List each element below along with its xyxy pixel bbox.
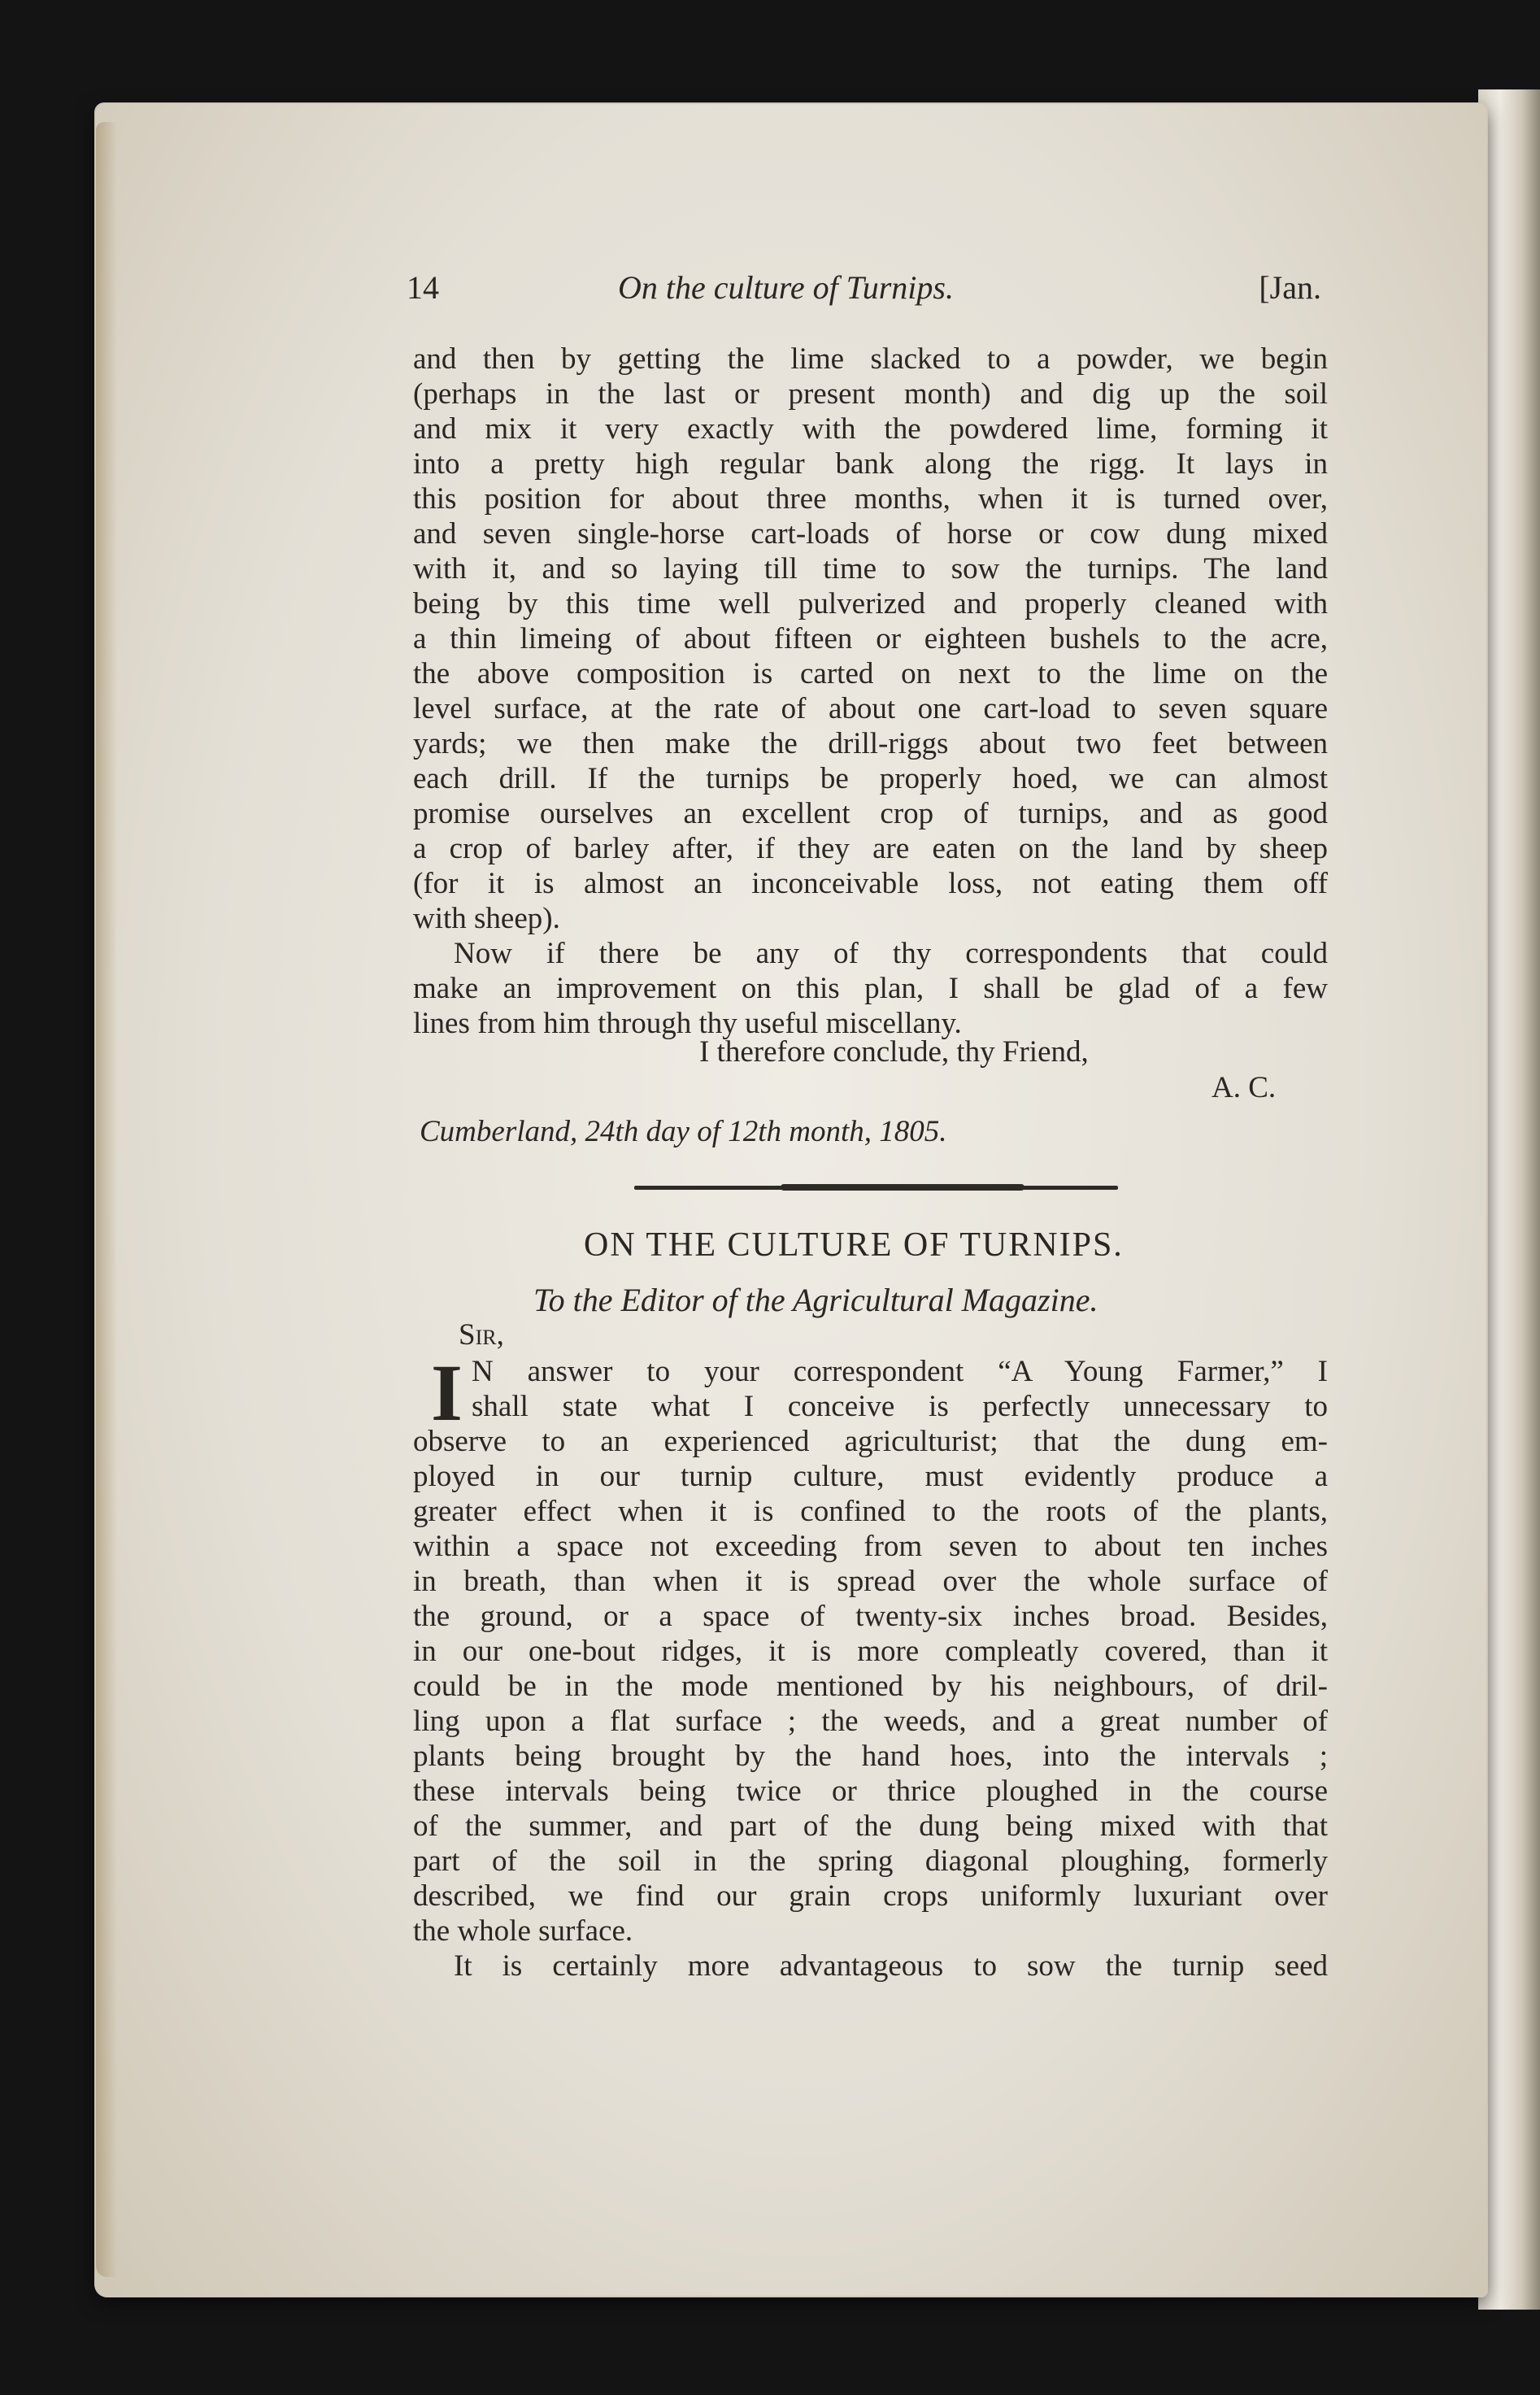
text-line: N answer to your correspondent “A Young Farmer,” I [472,1355,1328,1388]
text-line: ling upon a flat surface ; the weeds, and a great number of [413,1705,1328,1738]
text-line: with it, and so laying till time to sow the turnips. The land [413,552,1328,586]
running-date: [Jan. [1259,269,1321,306]
text-line: (for it is almost an inconceivable loss, not eating them off [413,867,1328,900]
text-line: could be in the mode mentioned by his neighbours, of dril- [413,1670,1328,1703]
text-line: greater effect when it is confined to the roots of the plants, [413,1495,1328,1528]
running-head [407,268,1321,317]
running-title: On the culture of Turnips. [618,269,954,306]
text-line: a crop of barley after, if they are eaten on the land by sheep [413,832,1328,865]
text-line: in our one-bout ridges, it is more compleatly covered, than it [413,1635,1328,1668]
drop-cap: I [431,1348,463,1438]
text-line: the ground, or a space of twenty-six inches broad. Besides, [413,1600,1328,1633]
page-edge-shadow [96,122,117,2277]
text-line: these intervals being twice or thrice ploughed in the course [413,1774,1328,1808]
text-line: the above composition is carted on next to the lime on the [413,657,1328,690]
text-line: level surface, at the rate of about one cart-load to seven square [413,692,1328,725]
letter-dateline: Cumberland, 24th day of 12th month, 1805. [420,1115,947,1148]
text-line: and then by getting the lime slacked to a powder, we begin [413,342,1328,376]
text-line: shall state what I conceive is perfectly unnecessary to [472,1390,1328,1423]
article-salutation: Sir, [459,1318,504,1352]
text-line: into a pretty high regular bank along the rigg. It lays in [413,447,1328,481]
text-line: the whole surface. [413,1914,633,1948]
text-line: each drill. If the turnips be properly hoed, we can almost [413,762,1328,795]
letter-conclusion: I therefore conclude, thy Friend, [699,1035,1089,1069]
article-paragraph [413,1348,1328,1983]
article-subheading: To the Editor of the Agricultural Magazine. [533,1282,1098,1318]
text-line: described, we find our grain crops uniformly luxuriant over [413,1879,1328,1913]
text-line: It is certainly more advantageous to sow the turnip seed [454,1949,1328,1983]
text-line: in breath, than when it is spread over the whole surface of [413,1565,1328,1598]
text-line: Now if there be any of thy correspondents that could [454,937,1328,970]
text-line: ployed in our turnip culture, must evidently produce a [413,1460,1328,1493]
text-line: with sheep). [413,902,560,935]
text-line: make an improvement on this plan, I shall be glad of a few [413,972,1328,1005]
letter-signature: A. C. [1212,1071,1277,1104]
text-line: lines from him through thy useful miscellany. [413,1007,962,1040]
section-divider-rule-center [781,1184,1024,1191]
text-line: of the summer, and part of the dung being mixed with that [413,1809,1328,1843]
text-line: observe to an experienced agriculturist; that the dung em- [413,1425,1328,1458]
text-line: and seven single-horse cart-loads of horse or cow dung mixed [413,517,1328,551]
text-line: yards; we then make the drill-riggs about two feet between [413,727,1328,760]
text-line: within a space not exceeding from seven to about ten inches [413,1530,1328,1563]
text-line: a thin limeing of about fifteen or eighteen bushels to the acre, [413,622,1328,655]
book-binding [1478,89,1540,2310]
letter-continued-paragraph [413,342,1328,1041]
text-line: (perhaps in the last or present month) and dig up the soil [413,377,1328,411]
text-line: and mix it very exactly with the powdered lime, forming it [413,412,1328,446]
article-heading: ON THE CULTURE OF TURNIPS. [584,1226,1124,1264]
text-line: this position for about three months, when it is turned over, [413,482,1328,516]
text-line: promise ourselves an excellent crop of turnips, and as good [413,797,1328,830]
text-line: plants being brought by the hand hoes, into the intervals ; [413,1740,1328,1773]
text-line: part of the soil in the spring diagonal ploughing, formerly [413,1844,1328,1878]
text-line: being by this time well pulverized and properly cleaned with [413,587,1328,621]
page-number: 14 [407,269,439,306]
